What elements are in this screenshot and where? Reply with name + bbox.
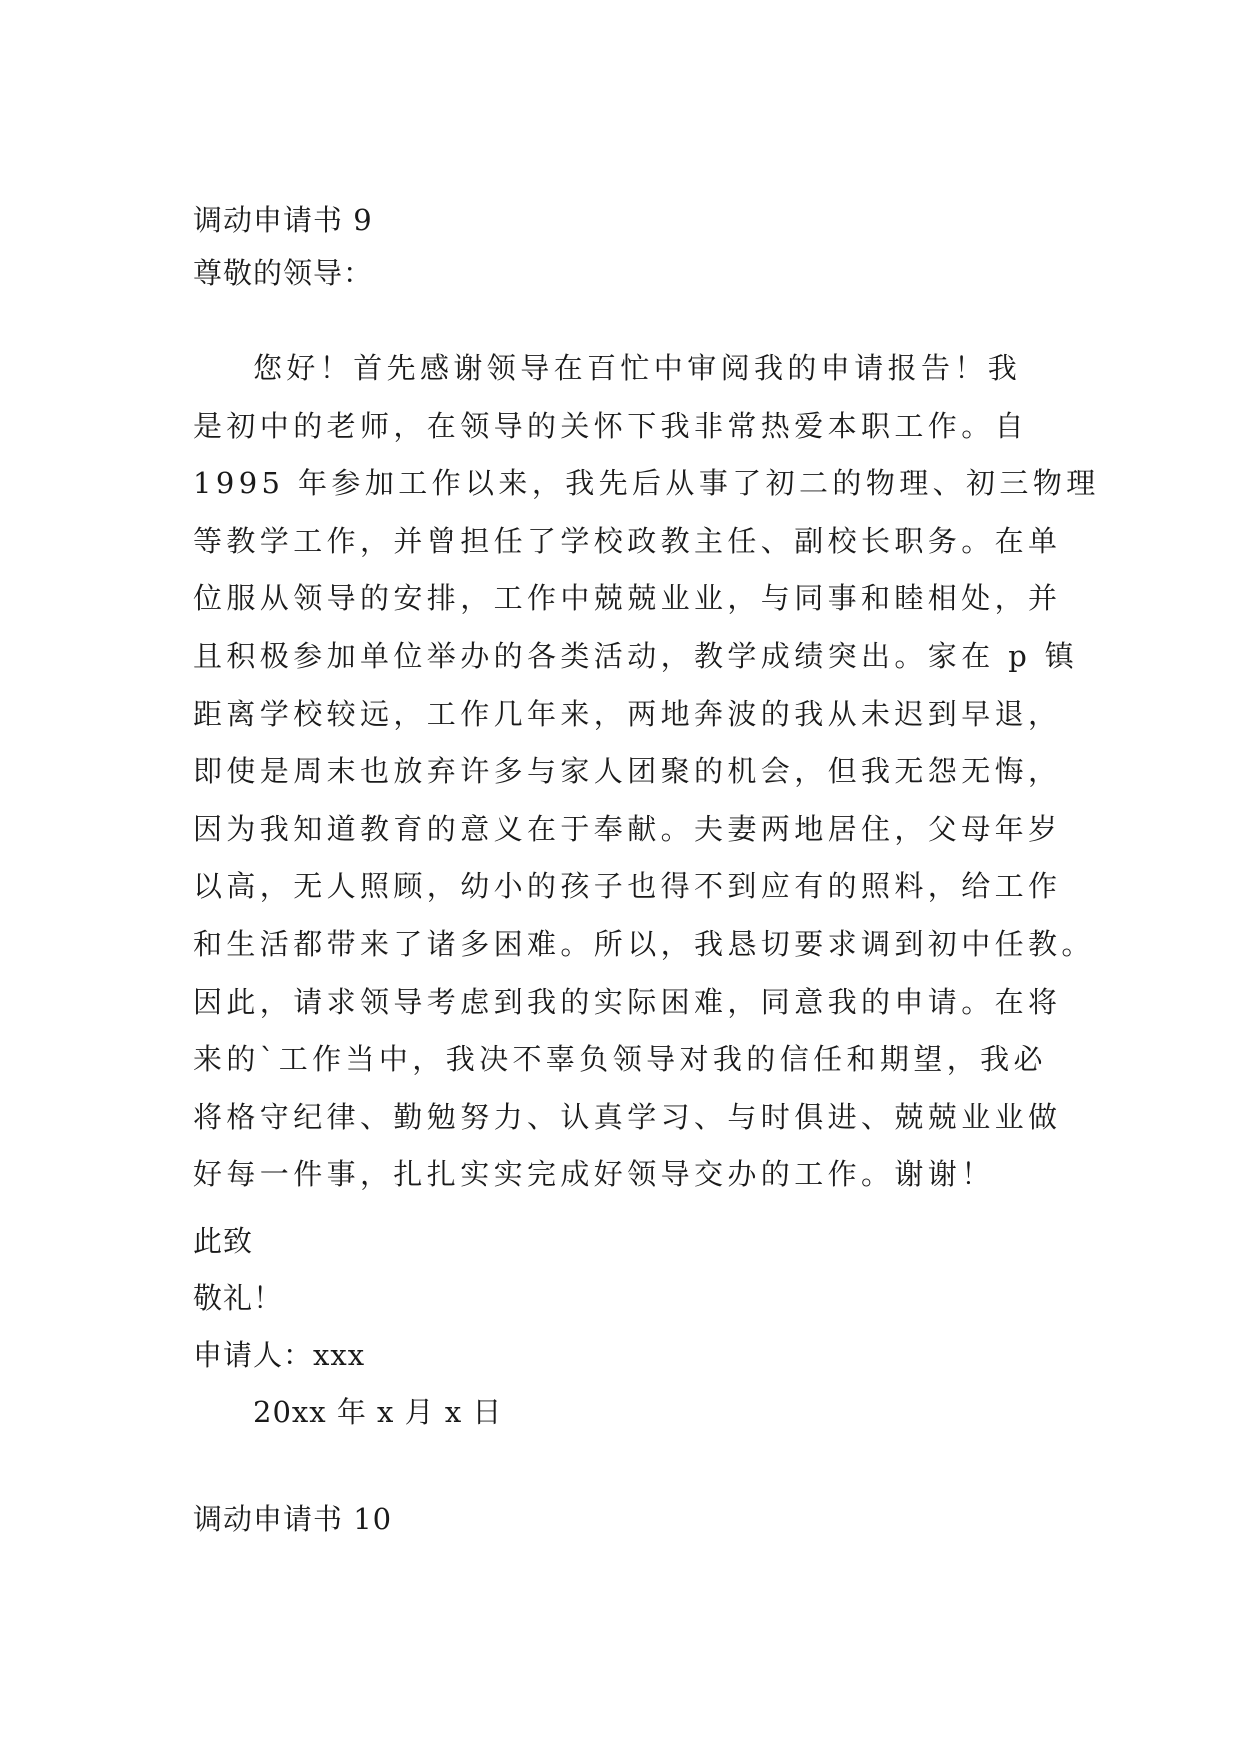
body-line: 且积极参加单位举办的各类活动，教学成绩突出。家在 p 镇 <box>193 638 1079 673</box>
letter-body <box>193 340 1100 1204</box>
body-line: 因为我知道教育的意义在于奉献。夫妻两地居住，父母年岁 <box>193 811 1062 846</box>
body-line: 以高，无人照顾，幼小的孩子也得不到应有的照料，给工作 <box>193 869 1062 904</box>
body-line: 因此，请求领导考虑到我的实际困难，同意我的申请。在将 <box>193 984 1062 1019</box>
body-line: 即使是周末也放弃许多与家人团聚的机会，但我无怨无悔， <box>193 754 1062 789</box>
body-line: 1995 年参加工作以来，我先后从事了初二的物理、初三物理 <box>193 466 1100 501</box>
body-line: 将格守纪律、勤勉努力、认真学习、与时俱进、兢兢业业做 <box>193 1099 1062 1134</box>
body-line: 位服从领导的安排，工作中兢兢业业，与同事和睦相处，并 <box>193 581 1062 616</box>
document-heading: 调动申请书 9 <box>193 203 373 237</box>
body-line: 来的`工作当中，我决不辜负领导对我的信任和期望，我必 <box>193 1042 1047 1077</box>
body-line: 和生活都带来了诸多困难。所以，我恳切要求调到初中任教。 <box>193 926 1095 961</box>
applicant-signature: 申请人：xxx <box>193 1338 366 1372</box>
closing-line: 此致 <box>193 1224 254 1258</box>
next-section-heading: 调动申请书 10 <box>193 1502 393 1536</box>
body-line: 是初中的老师，在领导的关怀下我非常热爱本职工作。自 <box>193 408 1029 443</box>
body-line: 您好！首先感谢领导在百忙中审阅我的申请报告！我 <box>253 351 1022 385</box>
closing-salute: 敬礼！ <box>193 1281 284 1315</box>
date-line: 20xx 年 x 月 x 日 <box>253 1395 503 1429</box>
body-line: 等教学工作，并曾担任了学校政教主任、副校长职务。在单 <box>193 523 1062 558</box>
body-line: 距离学校较远，工作几年来，两地奔波的我从未迟到早退， <box>193 696 1062 731</box>
body-line: 好每一件事，扎扎实实完成好领导交办的工作。谢谢！ <box>193 1157 995 1192</box>
salutation: 尊敬的领导： <box>193 256 374 290</box>
